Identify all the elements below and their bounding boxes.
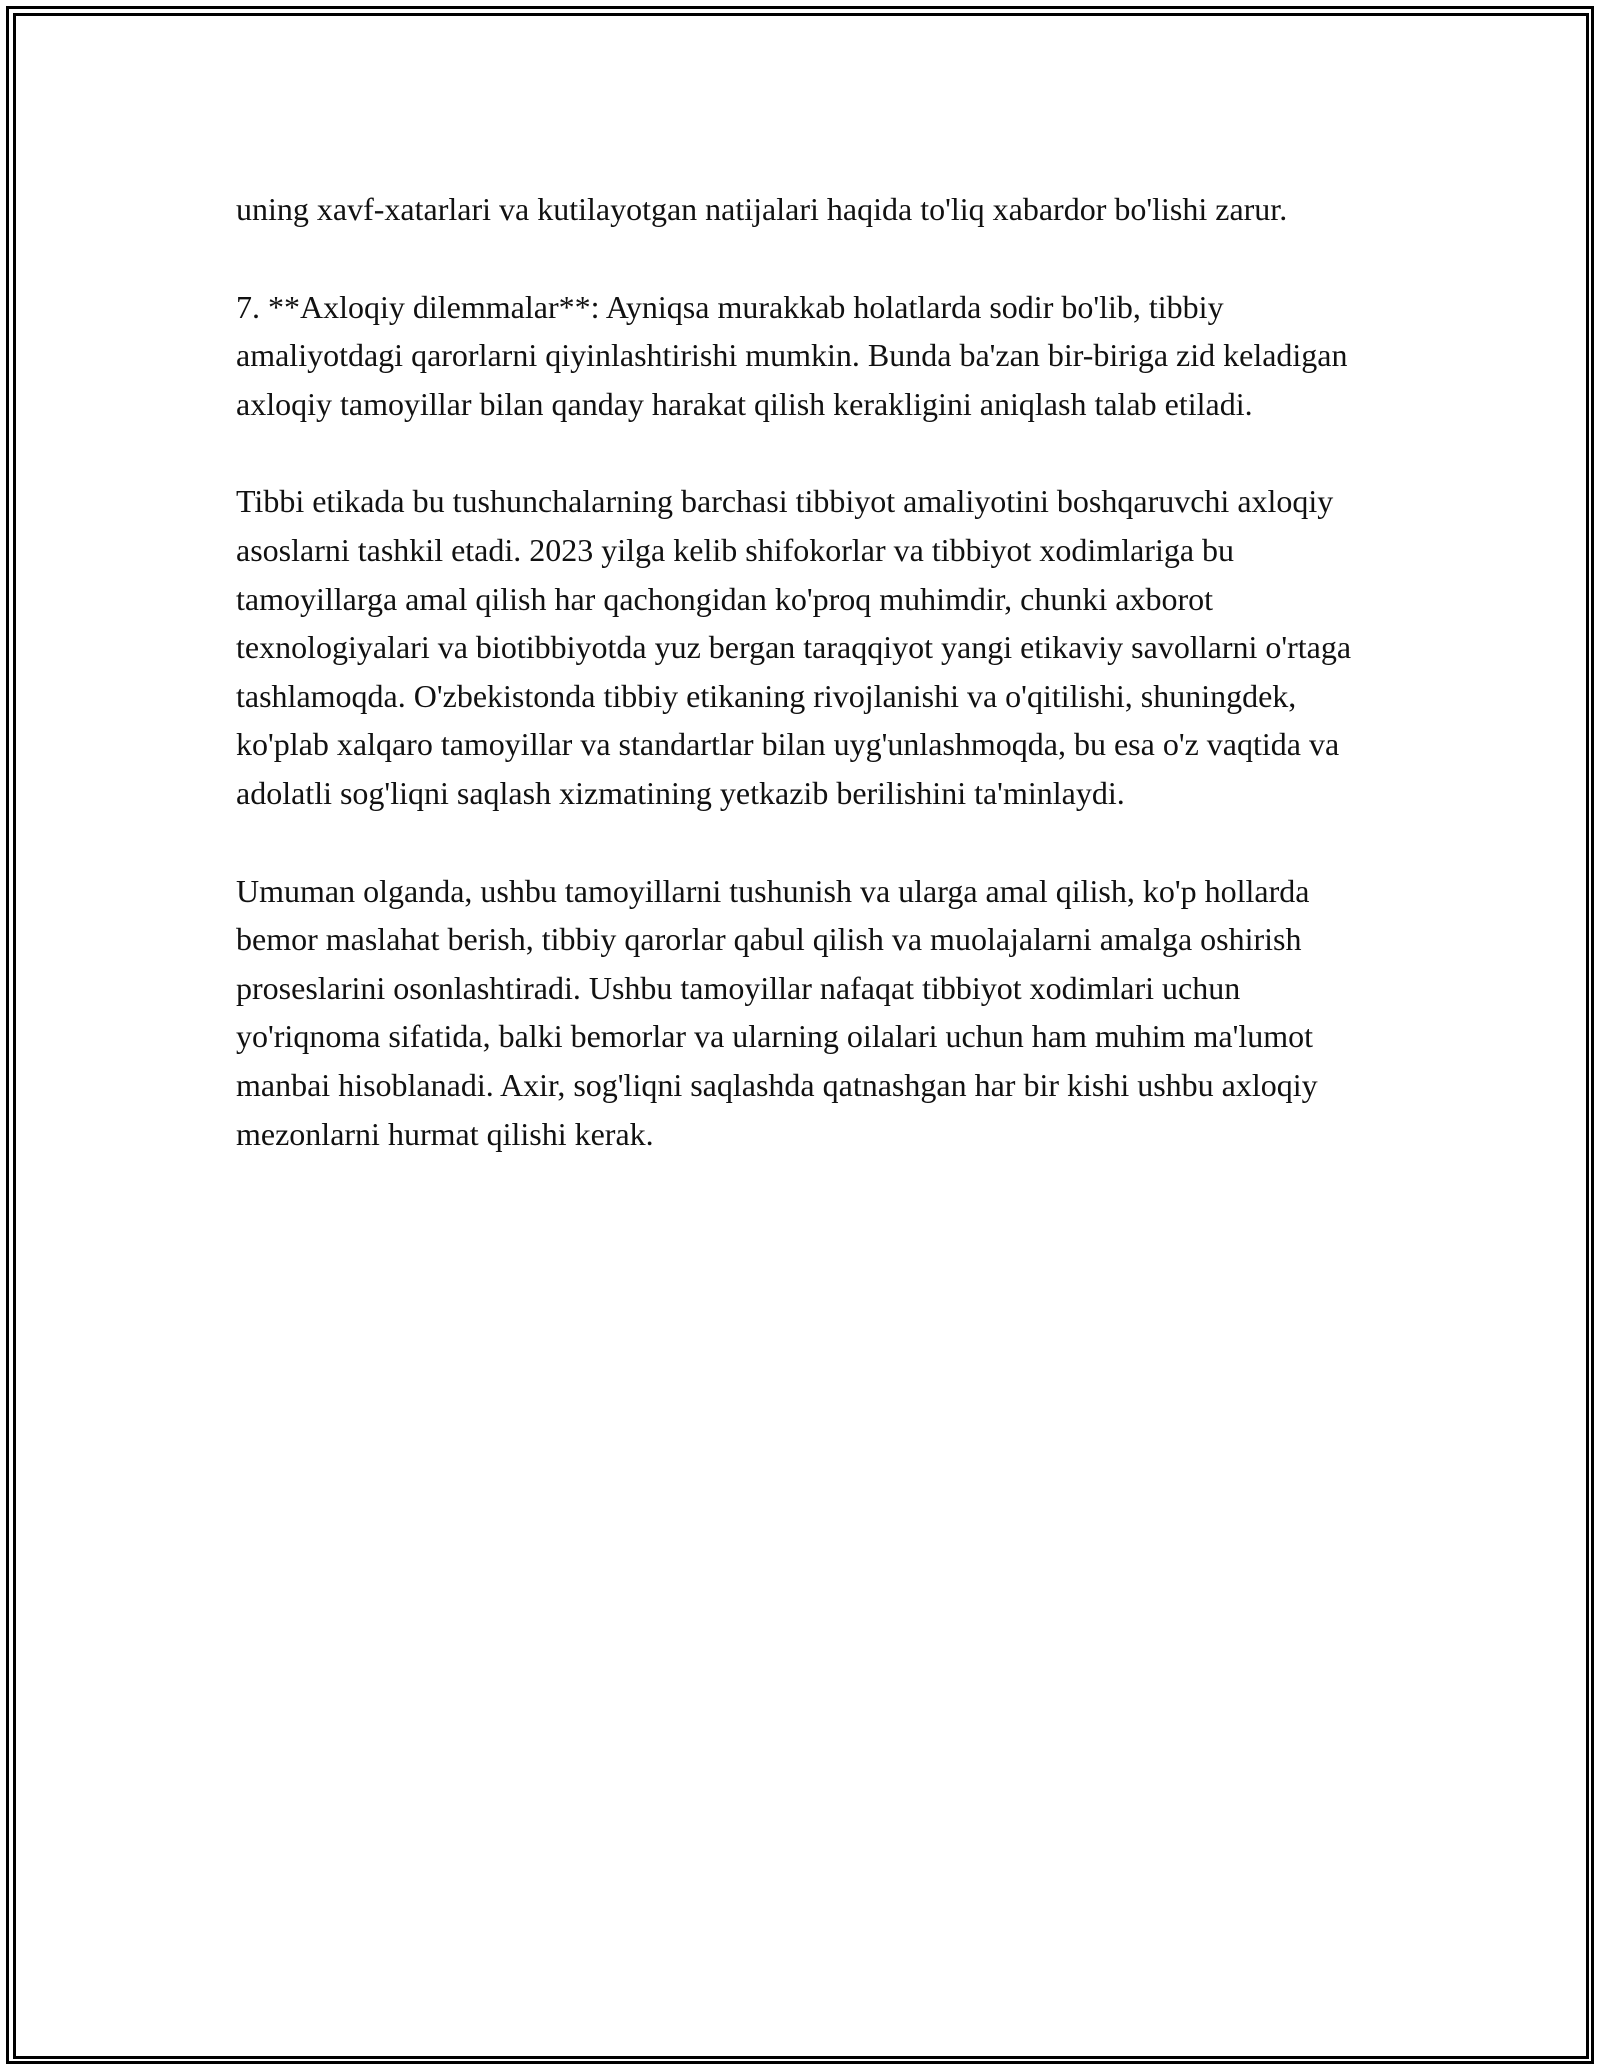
paragraph-conclusion: Umuman olganda, ushbu tamoyillarni tushunish va ularga amal qilish, ko'p hollarda bemor maslahat berish, tibbiy qarorlar qabul qilish va muolajalarni amalga oshirish proseslarini osonlashtiradi. Ushbu tamoyillar nafaqat tibbiyot xodimlari uchun yo'riqnoma sifatida, balki bemorlar va ularning oilalari uchun ham muhim ma'lumot manbai hisoblanadi. Axir, sog'liqni saqlashda qatnashgan har bir kishi ushbu axloqiy mezonlarni hurmat qilishi kerak. xyxy=(236,872,1318,1152)
paragraph-ethical-dilemmas: 7. **Axloqiy dilemmalar**: Ayniqsa murakkab holatlarda sodir bo'lib, tibbiy amaliyotdagi qarorlarni qiyinlashtirishi mumkin. Bunda ba'zan bir-biriga zid keladigan axloqiy tamoyillar bilan qanday harakat qilish kerakligini aniqlash talab etiladi. xyxy=(236,288,1348,422)
document-body xyxy=(236,185,1364,1207)
paragraph-medical-ethics: Tibbi etikada bu tushunchalarning barchasi tibbiyot amaliyotini boshqaruvchi axloqiy asoslarni tashkil etadi. 2023 yilga kelib shifokorlar va tibbiyot xodimlariga bu tamoyillarga amal qilish har qachongidan ko'proq muhimdir, chunki axborot texnologiyalari va biotibbiyotda yuz bergan taraqqiyot yangi etikaviy savollarni o'rtaga tashlamoqda. O'zbekistonda tibbiy etikaning rivojlanishi va o'qitilishi, shuningdek, ko'plab xalqaro tamoyillar va standartlar bilan uyg'unlashmoqda, bu esa o'z vaqtida va adolatli sog'liqni saqlash xizmatining yetkazib berilishini ta'minlaydi. xyxy=(236,483,1352,811)
paragraph-continuation: uning xavf-xatarlari va kutilayotgan natijalari haqida to'liq xabardor bo'lishi zarur. xyxy=(236,191,1288,227)
